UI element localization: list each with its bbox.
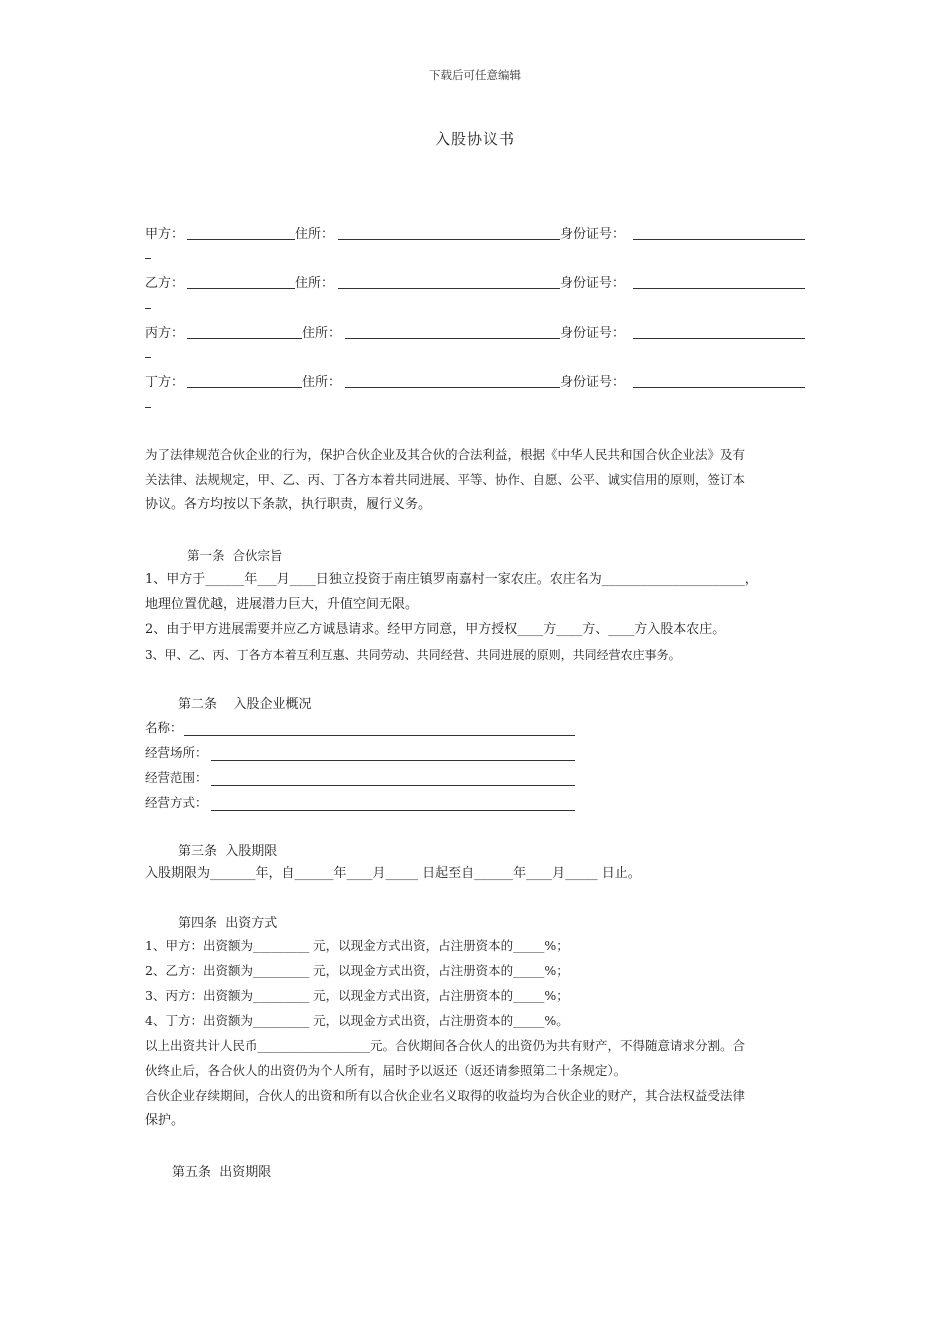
party-row-jia bbox=[145, 223, 805, 243]
article-4-line: 合伙企业存续期间，合伙人的出资和所有以合伙企业名义取得的收益均为合伙企业的财产，其合法权益受法律 bbox=[145, 1088, 746, 1103]
party-name-blank bbox=[187, 338, 302, 339]
document-title: 入股协议书 bbox=[434, 130, 515, 148]
id-blank bbox=[633, 288, 805, 289]
article-4-line: 4、丁方：出资额为_________ 元，以现金方式出资，占注册资本的_____%。 bbox=[145, 1013, 569, 1028]
business-mode-field bbox=[145, 793, 575, 813]
header-note: 下载后可任意编辑 bbox=[429, 68, 521, 82]
party-name-blank bbox=[187, 239, 295, 240]
line-continuation-mark bbox=[145, 407, 151, 408]
enterprise-name-field bbox=[145, 718, 575, 738]
address-label: 住所： bbox=[302, 326, 342, 341]
field-label: 经营方式： bbox=[145, 795, 208, 810]
article-1-line: 1、甲方于______年___月____日独立投资于南庄镇罗南嘉村一家农庄。农庄名为______________________， bbox=[145, 572, 758, 587]
party-label: 丁方： bbox=[145, 375, 185, 390]
article-4-heading: 第四条 出资方式 bbox=[178, 916, 278, 931]
preamble-line: 关法律、法规规定，甲、乙、丙、丁各方本着共同进展、平等、协作、自愿、公平、诚实信用的原则，签订本 bbox=[145, 472, 746, 487]
article-1-heading: 第一条 合伙宗旨 bbox=[187, 548, 283, 563]
address-label: 住所： bbox=[295, 276, 335, 291]
field-blank bbox=[184, 735, 575, 736]
address-blank bbox=[338, 239, 560, 240]
field-blank bbox=[211, 760, 575, 761]
article-4-line: 以上出资共计人民币__________________元。合伙期间各合伙人的出资仍为共有财产，不得随意请求分割。合 bbox=[145, 1038, 746, 1053]
party-label: 丙方： bbox=[145, 326, 185, 341]
line-continuation-mark bbox=[145, 357, 151, 358]
id-label: 身份证号： bbox=[560, 276, 626, 291]
id-blank bbox=[633, 239, 805, 240]
address-blank bbox=[345, 387, 560, 388]
party-row-bing bbox=[145, 322, 805, 342]
id-label: 身份证号： bbox=[560, 375, 626, 390]
field-blank bbox=[211, 810, 575, 811]
line-continuation-mark bbox=[145, 308, 151, 309]
article-5-heading: 第五条 出资期限 bbox=[172, 1165, 272, 1180]
preamble-line: 协议。各方均按以下条款，执行职责，履行义务。 bbox=[145, 497, 432, 512]
party-row-ding bbox=[145, 371, 805, 391]
article-3-heading: 第三条 入股期限 bbox=[178, 844, 278, 859]
article-1-line: 3、甲、乙、丙、丁各方本着互利互惠、共同劳动、共同经营、共同进展的原则，共同经营农庄事务。 bbox=[145, 648, 681, 662]
party-label: 甲方： bbox=[145, 227, 185, 242]
party-name-blank bbox=[187, 288, 295, 289]
id-label: 身份证号： bbox=[560, 326, 626, 341]
field-blank bbox=[211, 785, 575, 786]
field-label: 经营场所： bbox=[145, 745, 208, 760]
article-2-heading: 第二条 入股企业概况 bbox=[178, 697, 312, 712]
party-name-blank bbox=[187, 387, 302, 388]
article-4-line: 2、乙方：出资额为_________ 元，以现金方式出资，占注册资本的_____%； bbox=[145, 963, 569, 978]
article-4-line: 3、丙方：出资额为_________ 元，以现金方式出资，占注册资本的_____%； bbox=[145, 988, 569, 1003]
id-blank bbox=[633, 338, 805, 339]
address-label: 住所： bbox=[295, 227, 335, 242]
address-label: 住所： bbox=[302, 375, 342, 390]
id-blank bbox=[633, 387, 805, 388]
field-label: 经营范围： bbox=[145, 770, 208, 785]
business-premises-field bbox=[145, 743, 575, 763]
article-4-line: 1、甲方：出资额为_________ 元，以现金方式出资，占注册资本的_____%； bbox=[145, 938, 569, 953]
address-blank bbox=[345, 338, 560, 339]
field-label: 名称： bbox=[145, 720, 183, 735]
business-scope-field bbox=[145, 768, 575, 788]
address-blank bbox=[338, 288, 560, 289]
article-1-line: 地理位置优越，进展潜力巨大，升值空间无限。 bbox=[145, 597, 419, 612]
preamble-line: 为了法律规范合伙企业的行为，保护合伙企业及其合伙的合法利益，根据《中华人民共和国合伙企业法》及有 bbox=[145, 447, 746, 462]
article-4-line: 保护。 bbox=[145, 1113, 185, 1128]
id-label: 身份证号： bbox=[560, 227, 626, 242]
article-4-line: 伙终止后，各合伙人的出资仍为个人所有，届时予以返还（返还请参照第二十条规定）。 bbox=[145, 1063, 627, 1078]
article-1-line: 2、由于甲方进展需要并应乙方诚恳请求。经甲方同意，甲方授权____方____方、____方入股本农庄。 bbox=[145, 622, 726, 637]
line-continuation-mark bbox=[145, 258, 151, 259]
party-row-yi bbox=[145, 272, 805, 292]
party-label: 乙方： bbox=[145, 276, 185, 291]
article-3-line: 入股期限为_______年，自______年____月_____ 日起至自______年____月_____ 日止。 bbox=[145, 866, 641, 881]
